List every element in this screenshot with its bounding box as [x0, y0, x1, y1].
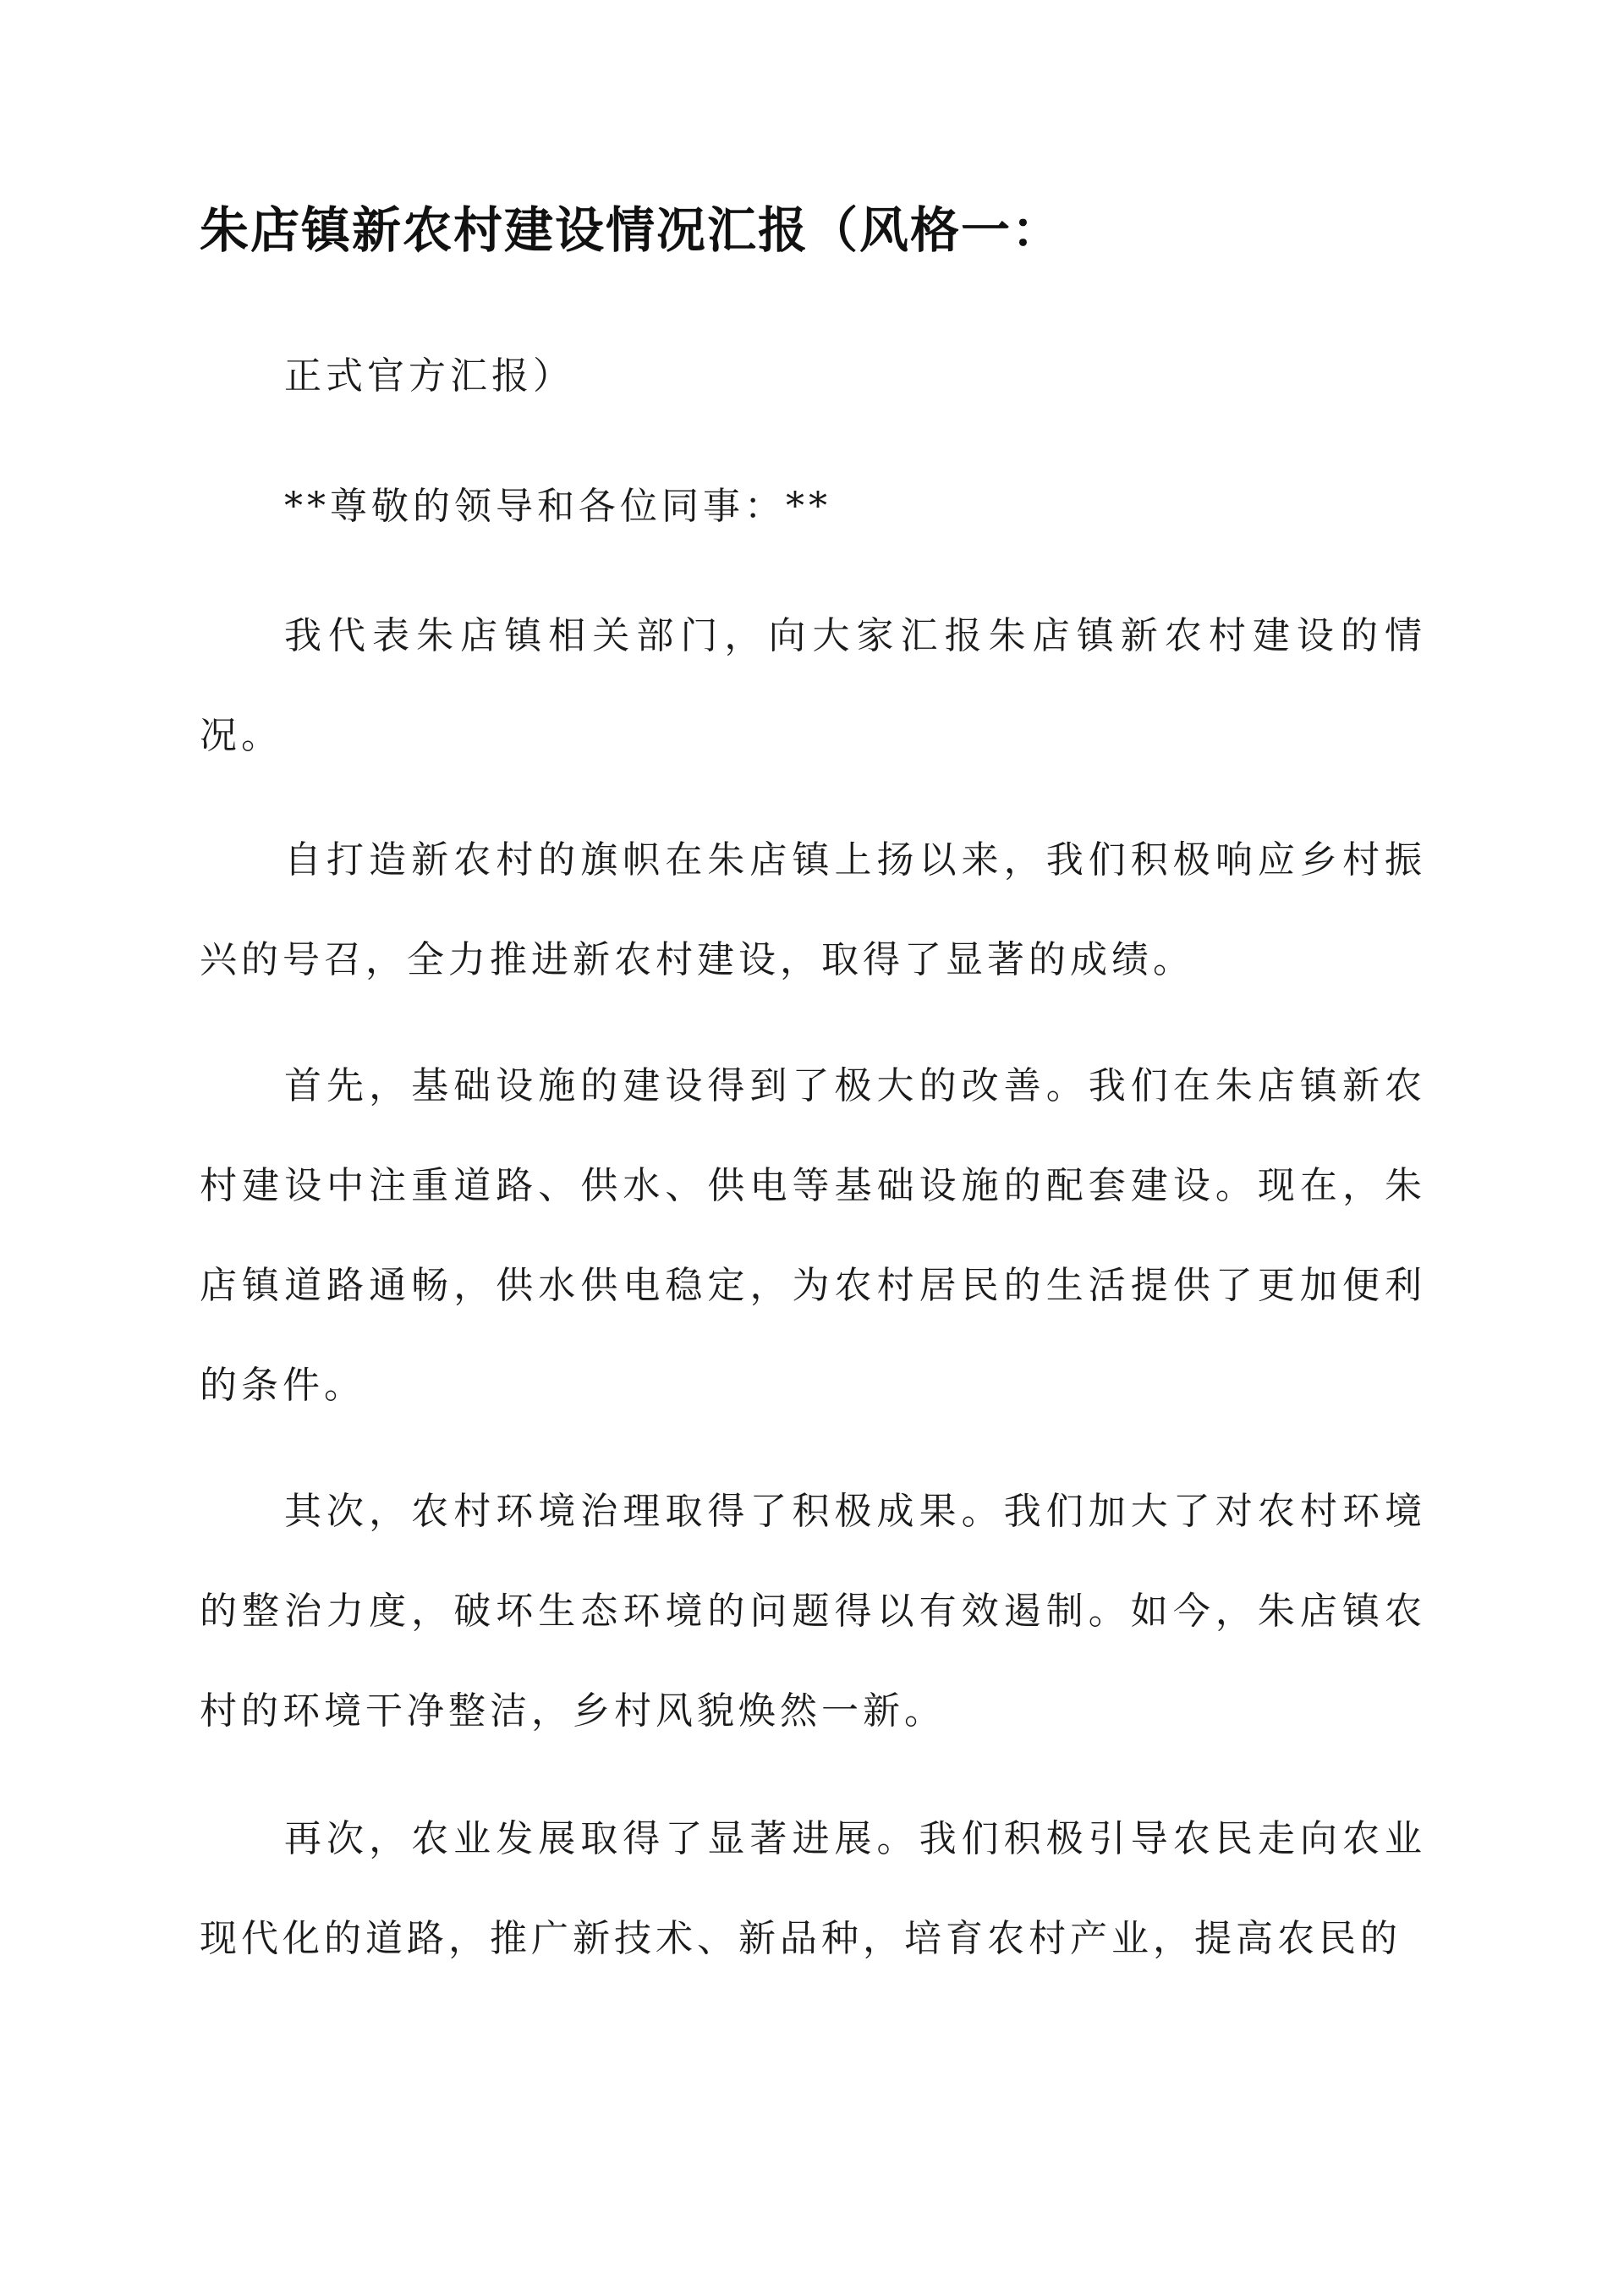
- document-title: 朱店镇新农村建设情况汇报（风格一：: [200, 201, 1063, 259]
- paragraph-overview: 自打造新农村的旗帜在朱店镇上扬以来，我们积极响应乡村振兴的号召，全力推进新农村建设，取得了显著的成绩。: [200, 838, 1426, 981]
- paragraph-agriculture: 再次，农业发展取得了显著进展。我们积极引导农民走向农业现代化的道路，推广新技术、新品种，培育农村产业，提高农民的: [200, 1817, 1426, 1960]
- paragraph-subtitle: 正式官方汇报）: [284, 354, 574, 398]
- paragraph-salutation: **尊敬的领导和各位同事：**: [284, 485, 831, 528]
- paragraph-infrastructure: 首先，基础设施的建设得到了极大的改善。我们在朱店镇新农村建设中注重道路、供水、供电等基础设施的配套建设。现在，朱店镇道路通畅，供水供电稳定，为农村居民的生活提供了更加便利的条件。: [200, 1064, 1426, 1407]
- paragraph-environment: 其次，农村环境治理取得了积极成果。我们加大了对农村环境的整治力度，破坏生态环境的问题得以有效遏制。如今，朱店镇农村的环境干净整洁，乡村风貌焕然一新。: [200, 1490, 1426, 1733]
- paragraph-intro: 我代表朱店镇相关部门，向大家汇报朱店镇新农村建设的情况。: [200, 614, 1426, 757]
